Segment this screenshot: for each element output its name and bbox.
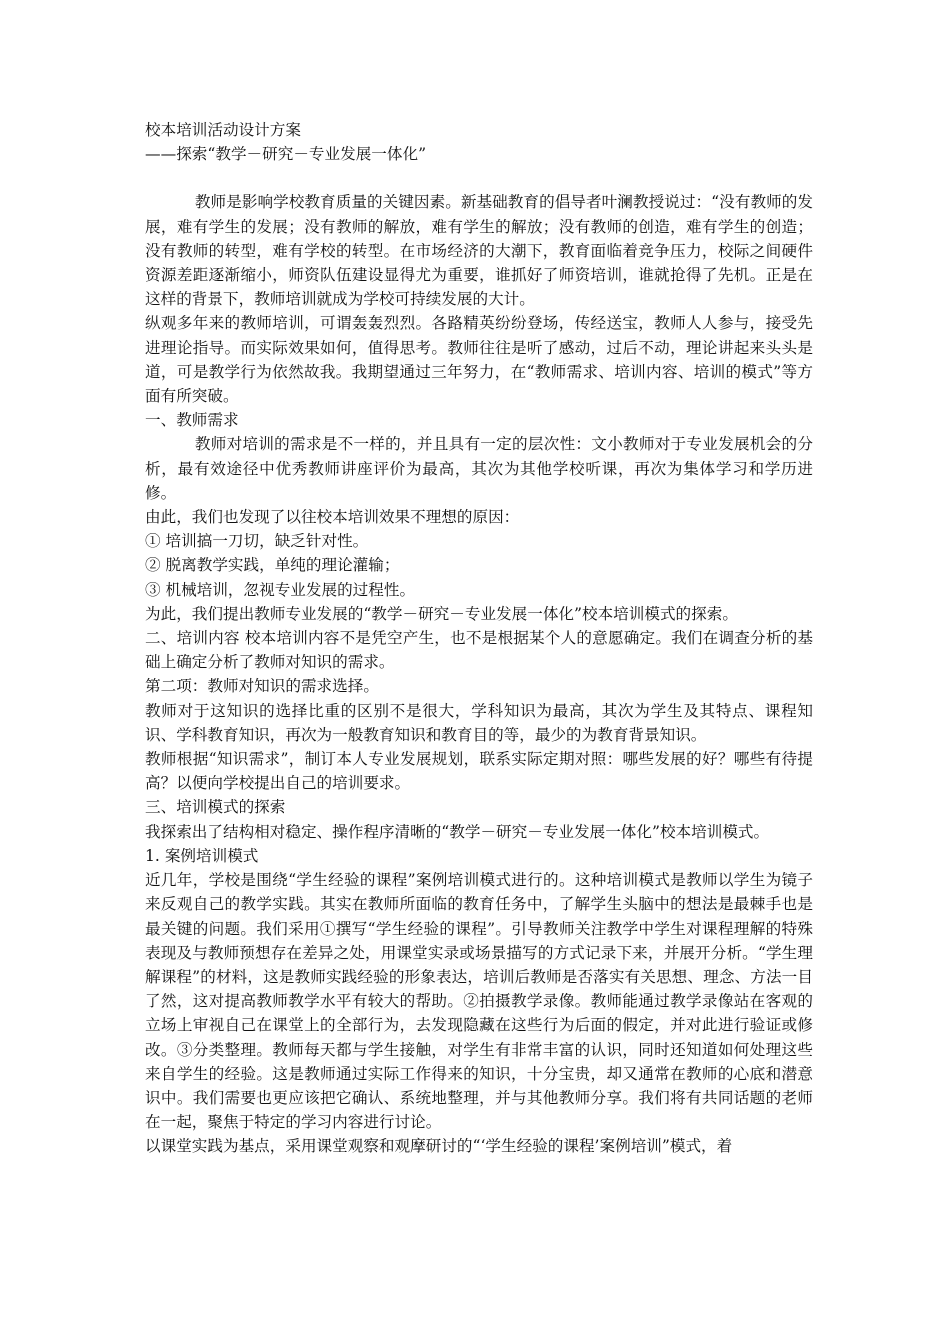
item2-heading: 第二项：教师对知识的需求选择。 bbox=[145, 677, 379, 696]
mode1-last-line: 以课堂实践为基点，采用课堂观察和观摩研讨的“‘学生经验的课程’案例培训”模式，着 bbox=[145, 1137, 733, 1156]
mode1-heading: 1. 案例培训模式 bbox=[145, 846, 259, 865]
review-paragraph: 纵观多年来的教师培训，可谓轰轰烈烈。各路精英纷纷登场，传经送宝，教师人人参与，接受先进理论指导。而实际效果如何，值得思考。教师往往是听了感动，过后不动，理论讲起来头头是道，可是教学行为依然故我。我期望通过三年努力，在“教师需求、培训内容、培训的模式”等方面有所突破。 bbox=[145, 314, 813, 406]
reason-item-2: ② 脱离教学实践，单纯的理论灌输； bbox=[145, 556, 400, 575]
document-title: 校本培训活动设计方案 bbox=[145, 121, 301, 139]
document-page bbox=[145, 118, 813, 1159]
section1-body: 教师对培训的需求是不一样的，并且具有一定的层次性：文小教师对于专业发展机会的分析，最有效途径中优秀教师讲座评价为最高，其次为其他学校听课，再次为集体学习和学历进修。 bbox=[145, 435, 813, 502]
reason-item-3: ③ 机械培训，忽视专业发展的过程性。 bbox=[145, 580, 416, 599]
intro-paragraph: 教师是影响学校教育质量的关键因素。新基础教育的倡导者叶澜教授说过：“没有教师的发展，难有学生的发展；没有教师的解放，难有学生的解放；没有教师的创造，难有学生的创造；没有教师的转型，难有学校的转型。在市场经济的大潮下，教育面临着竞争压力，校际之间硬件资源差距逐渐缩小，师资队伍建设显得尤为重要，谁抓好了师资培训，谁就抢得了先机。正是在这样的背景下，教师培训就成为学校可持续发展的大计。 bbox=[145, 193, 813, 309]
item2-body: 教师对于这知识的选择比重的区别不是很大，学科知识为最高，其次为学生及其特点、课程知识、学科教育知识，再次为一般教育知识和教育目的等，最少的为教育背景知识。 bbox=[145, 701, 813, 744]
section2-paragraph: 二、培训内容 校本培训内容不是凭空产生，也不是根据某个人的意愿确定。我们在调查分析的基础上确定分析了教师对知识的需求。 bbox=[145, 629, 813, 672]
document-subtitle: ——探索“教学－研究－专业发展一体化” bbox=[145, 145, 427, 164]
proposal-paragraph: 为此，我们提出教师专业发展的“教学－研究－专业发展一体化”校本培训模式的探索。 bbox=[145, 604, 738, 623]
section1-heading: 一、教师需求 bbox=[145, 411, 239, 430]
section3-intro: 我探索出了结构相对稳定、操作程序清晰的“教学－研究－专业发展一体化”校本培训模式。 bbox=[145, 822, 770, 841]
mode1-body: 近几年，学校是围绕“学生经验的课程”案例培训模式进行的。这种培训模式是教师以学生为镜子来反观自己的教学实践。其实在教师所面临的教育任务中，了解学生头脑中的想法是最棘手也是最关键的问题。我们采用①撰写“学生经验的课程”。引导教师关注教学中学生对课程理解的特殊表现及与教师预想存在差异之处，用课堂实录或场景描写的方式记录下来，并展开分析。“学生理解课程”的材料，这是教师实践经验的形象表达，培训后教师是否落实有关思想、理念、方法一目了然，这对提高教师教学水平有较大的帮助。②拍摄教学录像。教师能通过教学录像站在客观的立场上审视自己在课堂上的全部行为，去发现隐藏在这些行为后面的假定，并对此进行验证或修改。③分类整理。教师每天都与学生接触，对学生有非常丰富的认识，同时还知道如何处理这些来自学生的经验。这是教师通过实际工作得来的知识，十分宝贵，却又通常在教师的心底和潜意识中。我们需要也更应该把它确认、系统地整理，并与其他教师分享。我们将有共同话题的老师在一起，聚焦于特定的学习内容进行讨论。 bbox=[145, 871, 813, 1132]
reason-item-1: ① 培训搞一刀切，缺乏针对性。 bbox=[145, 532, 369, 551]
reasons-intro: 由此，我们也发现了以往校本培训效果不理想的原因： bbox=[145, 508, 520, 527]
section3-heading: 三、培训模式的探索 bbox=[145, 798, 286, 817]
item2-plan: 教师根据“知识需求”，制订本人专业发展规划，联系实际定期对照：哪些发展的好？哪些有待提高？以便向学校提出自己的培训要求。 bbox=[145, 750, 813, 793]
